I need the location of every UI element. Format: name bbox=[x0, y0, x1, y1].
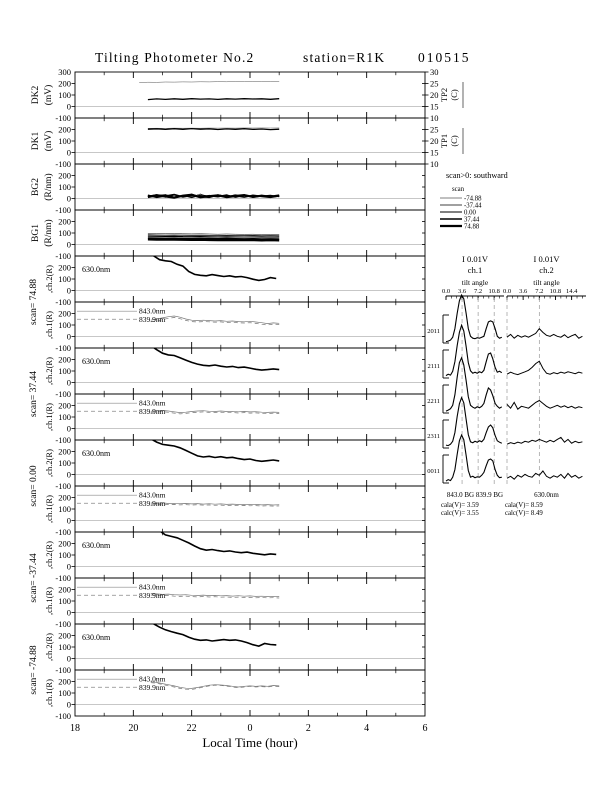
svg-text:20: 20 bbox=[128, 723, 139, 734]
svg-text:200: 200 bbox=[58, 492, 71, 503]
svg-text:-100: -100 bbox=[55, 250, 71, 261]
svg-text:630.0nm: 630.0nm bbox=[82, 265, 111, 274]
svg-text:2211: 2211 bbox=[427, 398, 440, 405]
svg-text:200: 200 bbox=[58, 630, 71, 641]
svg-text:cala(V)= 8.59: cala(V)= 8.59 bbox=[505, 502, 543, 509]
svg-text:74.88: 74.88 bbox=[464, 223, 480, 231]
svg-text:100: 100 bbox=[58, 135, 71, 146]
profile-ch2-2311 bbox=[507, 437, 582, 444]
svg-text:7.2: 7.2 bbox=[474, 288, 483, 295]
svg-text:30: 30 bbox=[430, 66, 439, 77]
svg-text:0.00: 0.00 bbox=[464, 209, 476, 217]
svg-text:-100: -100 bbox=[55, 204, 71, 215]
svg-text:-100: -100 bbox=[55, 158, 71, 169]
panel-s1ch1 bbox=[44, 302, 425, 353]
svg-text:20: 20 bbox=[430, 135, 439, 146]
svg-text:scan: scan bbox=[452, 186, 465, 193]
svg-text:3.6: 3.6 bbox=[457, 288, 467, 295]
svg-text:100: 100 bbox=[58, 687, 71, 698]
panel-BG1 bbox=[31, 210, 425, 261]
svg-text:839.9nm: 839.9nm bbox=[139, 590, 166, 600]
svg-text:(C): (C) bbox=[449, 89, 459, 101]
panel-s5ch2 bbox=[29, 614, 425, 695]
svg-text:Local Time (hour): Local Time (hour) bbox=[202, 735, 298, 750]
svg-text:-37.44: -37.44 bbox=[464, 202, 482, 210]
date-label: 010515 bbox=[418, 50, 471, 65]
svg-text:scan= -37.44: scan= -37.44 bbox=[29, 553, 39, 603]
svg-text:scan= 37.44: scan= 37.44 bbox=[29, 371, 39, 417]
svg-text:7.2: 7.2 bbox=[535, 288, 544, 295]
svg-text:,ch.2(R): ,ch.2(R) bbox=[44, 541, 54, 569]
svg-text:(mV): (mV) bbox=[44, 84, 54, 106]
svg-text:3.6: 3.6 bbox=[519, 288, 528, 295]
svg-text:100: 100 bbox=[58, 595, 71, 606]
svg-text:calc(V)= 3.55: calc(V)= 3.55 bbox=[441, 510, 479, 517]
svg-text:200: 200 bbox=[58, 78, 71, 89]
svg-text:843.0nm: 843.0nm bbox=[139, 398, 166, 408]
svg-text:10.8: 10.8 bbox=[488, 288, 500, 295]
svg-text:0: 0 bbox=[66, 101, 71, 112]
svg-text:DK1: DK1 bbox=[31, 131, 41, 151]
svg-text:100: 100 bbox=[58, 411, 71, 422]
svg-text:TP2: TP2 bbox=[439, 87, 449, 103]
svg-text:scan>0: southward: scan>0: southward bbox=[446, 171, 508, 180]
svg-text:,ch.1(R): ,ch.1(R) bbox=[44, 403, 54, 431]
svg-text:100: 100 bbox=[58, 503, 71, 514]
svg-text:15: 15 bbox=[430, 147, 439, 158]
svg-text:TP1: TP1 bbox=[439, 133, 449, 149]
svg-text:tilt angle: tilt angle bbox=[461, 278, 489, 287]
svg-text:0: 0 bbox=[66, 147, 71, 158]
svg-text:-74.88: -74.88 bbox=[464, 195, 482, 203]
svg-text:843.0nm: 843.0nm bbox=[139, 306, 166, 316]
svg-text:200: 200 bbox=[58, 584, 71, 595]
svg-text:0: 0 bbox=[66, 469, 71, 480]
page-title: Tilting Photometer No.2 bbox=[95, 50, 255, 65]
panel-s1ch2 bbox=[29, 252, 425, 325]
svg-text:10: 10 bbox=[430, 158, 439, 169]
svg-text:15: 15 bbox=[430, 101, 439, 112]
svg-text:calc(V)= 8.49: calc(V)= 8.49 bbox=[505, 510, 543, 517]
svg-text:200: 200 bbox=[58, 308, 71, 319]
svg-text:0: 0 bbox=[66, 607, 71, 618]
profile-ch2-0011 bbox=[507, 471, 582, 479]
svg-text:200: 200 bbox=[58, 170, 71, 181]
svg-text:0: 0 bbox=[66, 653, 71, 664]
svg-text:0: 0 bbox=[66, 515, 71, 526]
svg-text:-100: -100 bbox=[55, 526, 71, 537]
svg-text:,ch.1(R): ,ch.1(R) bbox=[44, 495, 54, 523]
svg-text:6: 6 bbox=[422, 723, 428, 734]
svg-text:100: 100 bbox=[58, 641, 71, 652]
svg-text:-100: -100 bbox=[55, 572, 71, 583]
panel-s5ch1 bbox=[44, 670, 425, 721]
svg-text:630.0nm: 630.0nm bbox=[534, 491, 559, 499]
svg-text:-100: -100 bbox=[55, 618, 71, 629]
svg-text:DK2: DK2 bbox=[31, 85, 41, 105]
svg-text:200: 200 bbox=[58, 354, 71, 365]
panel-s4ch1 bbox=[44, 578, 425, 629]
svg-text:630.0nm: 630.0nm bbox=[82, 633, 111, 642]
svg-text:630.0nm: 630.0nm bbox=[82, 357, 111, 366]
svg-text:scan= 74.88: scan= 74.88 bbox=[29, 279, 39, 325]
svg-text:10: 10 bbox=[430, 112, 439, 123]
svg-text:2: 2 bbox=[305, 723, 311, 734]
svg-text:-100: -100 bbox=[55, 388, 71, 399]
svg-text:100: 100 bbox=[58, 181, 71, 192]
profile-ch2-2011 bbox=[507, 329, 582, 339]
svg-text:0: 0 bbox=[66, 377, 71, 388]
svg-text:200: 200 bbox=[58, 538, 71, 549]
svg-text:,ch.1(R): ,ch.1(R) bbox=[44, 587, 54, 615]
svg-text:200: 200 bbox=[58, 676, 71, 687]
svg-text:0.0: 0.0 bbox=[441, 288, 451, 295]
svg-text:200: 200 bbox=[58, 262, 71, 273]
profile-ch2-2111 bbox=[507, 361, 582, 374]
svg-text:0: 0 bbox=[66, 239, 71, 250]
svg-text:22: 22 bbox=[186, 723, 197, 734]
svg-text:0: 0 bbox=[66, 193, 71, 204]
panel-DK2 bbox=[31, 67, 463, 123]
svg-text:14.4: 14.4 bbox=[565, 288, 578, 295]
profile-ch1-2311 bbox=[446, 398, 502, 446]
panel-s3ch1 bbox=[44, 486, 425, 537]
svg-text:18: 18 bbox=[70, 723, 80, 734]
svg-text:300: 300 bbox=[58, 66, 71, 77]
svg-text:4: 4 bbox=[364, 723, 370, 734]
svg-text:10.8: 10.8 bbox=[549, 288, 562, 295]
svg-text:100: 100 bbox=[58, 227, 71, 238]
svg-text:0: 0 bbox=[66, 699, 71, 710]
svg-text:-100: -100 bbox=[55, 480, 71, 491]
svg-text:100: 100 bbox=[58, 89, 71, 100]
svg-text:-100: -100 bbox=[55, 296, 71, 307]
station-label: station=R1K bbox=[303, 50, 386, 65]
svg-text:200: 200 bbox=[58, 446, 71, 457]
svg-text:(R/nm): (R/nm) bbox=[44, 173, 54, 201]
svg-text:630.0nm: 630.0nm bbox=[82, 449, 111, 458]
svg-text:,ch.2(R): ,ch.2(R) bbox=[44, 449, 54, 477]
svg-text:839.9nm: 839.9nm bbox=[139, 498, 166, 508]
svg-text:630.0nm: 630.0nm bbox=[82, 541, 111, 550]
svg-text:839.9nm: 839.9nm bbox=[139, 314, 166, 324]
panel-BG2 bbox=[31, 164, 425, 215]
svg-text:100: 100 bbox=[58, 319, 71, 330]
svg-text:843.0nm: 843.0nm bbox=[139, 490, 166, 500]
svg-text:843.0 BG 839.9 BG: 843.0 BG 839.9 BG bbox=[446, 491, 504, 499]
svg-text:839.9nm: 839.9nm bbox=[139, 682, 166, 692]
svg-text:(C): (C) bbox=[449, 135, 459, 147]
svg-text:100: 100 bbox=[58, 365, 71, 376]
svg-text:200: 200 bbox=[58, 124, 71, 135]
svg-text:0.0: 0.0 bbox=[502, 288, 512, 295]
svg-text:scan= 0.00: scan= 0.00 bbox=[29, 465, 39, 507]
svg-text:-100: -100 bbox=[55, 710, 71, 721]
svg-text:0: 0 bbox=[66, 423, 71, 434]
profile-ch1-2011 bbox=[446, 295, 502, 342]
panel-s3ch2 bbox=[29, 439, 425, 507]
panel-s4ch2 bbox=[29, 527, 425, 603]
svg-text:200: 200 bbox=[58, 216, 71, 227]
svg-text:100: 100 bbox=[58, 549, 71, 560]
svg-text:2311: 2311 bbox=[427, 433, 440, 440]
svg-text:BG1: BG1 bbox=[31, 224, 41, 242]
svg-text:0011: 0011 bbox=[427, 468, 440, 475]
svg-text:2111: 2111 bbox=[427, 363, 440, 370]
svg-text:cala(V)= 3.59: cala(V)= 3.59 bbox=[441, 502, 479, 509]
svg-text:BG2: BG2 bbox=[31, 178, 41, 196]
svg-text:20: 20 bbox=[430, 89, 439, 100]
svg-text:,ch.1(R): ,ch.1(R) bbox=[44, 679, 54, 707]
svg-text:(R/nm): (R/nm) bbox=[44, 219, 54, 247]
svg-text:,ch.1(R): ,ch.1(R) bbox=[44, 311, 54, 339]
svg-text:I 0.01V: I 0.01V bbox=[533, 254, 560, 264]
svg-text:ch.2: ch.2 bbox=[539, 265, 554, 275]
svg-text:200: 200 bbox=[58, 400, 71, 411]
profile-ch2-2211 bbox=[507, 401, 582, 410]
panel-s2ch2 bbox=[29, 346, 425, 417]
svg-text:-100: -100 bbox=[55, 342, 71, 353]
svg-text:,ch.2(R): ,ch.2(R) bbox=[44, 357, 54, 385]
svg-text:100: 100 bbox=[58, 273, 71, 284]
svg-text:tilt angle: tilt angle bbox=[533, 278, 560, 287]
svg-text:ch.1: ch.1 bbox=[467, 265, 483, 275]
svg-text:,ch.2(R): ,ch.2(R) bbox=[44, 265, 54, 293]
svg-text:-100: -100 bbox=[55, 112, 71, 123]
svg-text:scan= -74.88: scan= -74.88 bbox=[29, 645, 39, 695]
panel-DK1 bbox=[31, 118, 463, 169]
svg-text:37.44: 37.44 bbox=[464, 216, 480, 224]
svg-text:-100: -100 bbox=[55, 434, 71, 445]
svg-text:25: 25 bbox=[430, 124, 439, 135]
svg-text:(mV): (mV) bbox=[44, 130, 54, 152]
svg-text:I 0.01V: I 0.01V bbox=[462, 254, 488, 264]
svg-text:25: 25 bbox=[430, 78, 439, 89]
svg-text:843.0nm: 843.0nm bbox=[139, 674, 166, 684]
svg-text:0: 0 bbox=[66, 285, 71, 296]
svg-text:0: 0 bbox=[66, 331, 71, 342]
svg-text:843.0nm: 843.0nm bbox=[139, 582, 166, 592]
svg-text:2011: 2011 bbox=[427, 328, 440, 335]
svg-text:839.9nm: 839.9nm bbox=[139, 406, 166, 416]
svg-text:100: 100 bbox=[58, 457, 71, 468]
svg-text:0: 0 bbox=[66, 561, 71, 572]
panel-s2ch1 bbox=[44, 394, 425, 445]
svg-text:,ch.2(R): ,ch.2(R) bbox=[44, 633, 54, 661]
svg-text:-100: -100 bbox=[55, 664, 71, 675]
svg-text:0: 0 bbox=[247, 723, 253, 734]
